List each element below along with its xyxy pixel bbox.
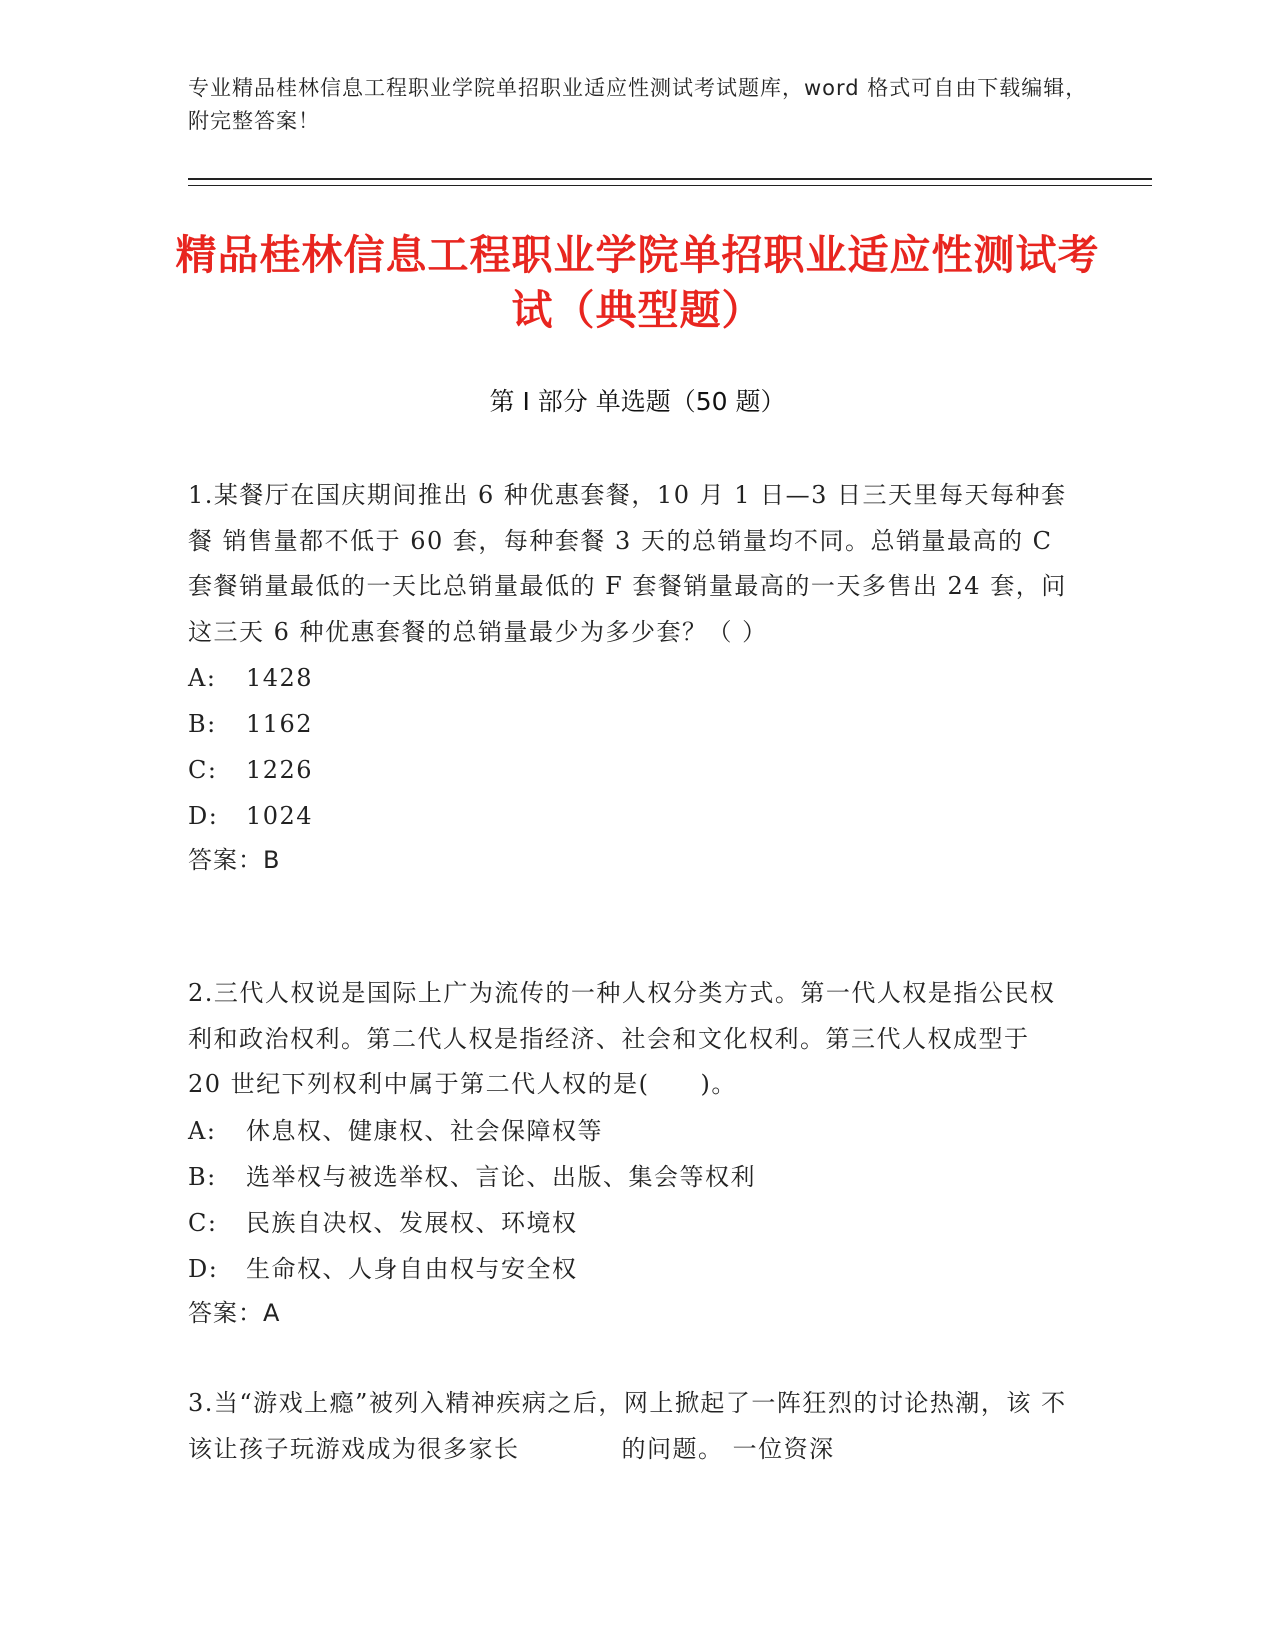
question-text: 2.三代人权说是国际上广为流传的一种人权分类方式。第一代人权是指公民权 利和政治权利。第二代人权是指经济、社会和文化权利。第三代人权成型于 20 世纪下列权利中属于第二代人权的是( )。 — [188, 979, 1056, 1098]
option-letter: A: — [188, 1116, 217, 1145]
option-c — [188, 747, 1068, 793]
option-text: 1024 — [246, 802, 314, 830]
option-text: 休息权、健康权、社会保障权等 — [246, 1116, 603, 1145]
option-letter: B: — [188, 1162, 217, 1191]
option-c — [188, 1200, 1068, 1246]
question-1 — [188, 473, 1068, 881]
header-divider-thick — [188, 178, 1152, 180]
document-title: 精品桂林信息工程职业学院单招职业适应性测试考试（典型题） — [175, 231, 1100, 334]
header-divider-thin — [188, 185, 1152, 186]
option-letter: B: — [188, 710, 217, 738]
option-letter: D: — [188, 1254, 219, 1283]
option-a — [188, 1108, 1068, 1154]
option-letter: D: — [188, 802, 219, 830]
option-b — [188, 701, 1068, 747]
option-d — [188, 1246, 1068, 1292]
option-letter: A: — [188, 664, 217, 692]
option-text: 生命权、人身自由权与安全权 — [246, 1254, 578, 1283]
option-text: 选举权与被选举权、言论、出版、集会等权利 — [246, 1162, 756, 1191]
option-text: 1162 — [246, 710, 314, 738]
option-text: 民族自决权、发展权、环境权 — [246, 1208, 578, 1237]
question-text: 1.某餐厅在国庆期间推出 6 种优惠套餐，10 月 1 日—3 日三天里每天每种套餐 销售量都不低于 60 套，每种套餐 3 天的总销量均不同。总销量最高的 C 套餐销量最低的一天比总销量最低的 F 套餐销量最高的一天多售出 24 套，问这三天 6 种优惠套餐的总销量最少为多少套？（ ） — [188, 481, 1067, 646]
header-note: 专业精品桂林信息工程职业学院单招职业适应性测试考试题库，word 格式可自由下载编辑，附完整答案！ — [188, 76, 1088, 133]
question-3 — [188, 1381, 1068, 1472]
option-text: 1428 — [246, 664, 314, 692]
question-2 — [188, 971, 1068, 1334]
answer-line: 答案：A — [188, 1298, 281, 1327]
option-d — [188, 793, 1068, 839]
answer-line: 答案：B — [188, 846, 281, 874]
question-text: 3.当“游戏上瘾”被列入精神疾病之后，网上掀起了一阵狂烈的讨论热潮，该 不该让孩子玩游戏成为很多家长 的问题。 一位资深 — [188, 1389, 1067, 1463]
option-a — [188, 655, 1068, 701]
section-title: 第 I 部分 单选题（50 题） — [489, 387, 786, 416]
option-letter: C: — [188, 1208, 218, 1237]
option-letter: C: — [188, 756, 218, 784]
option-b — [188, 1154, 1068, 1200]
option-text: 1226 — [246, 756, 314, 784]
